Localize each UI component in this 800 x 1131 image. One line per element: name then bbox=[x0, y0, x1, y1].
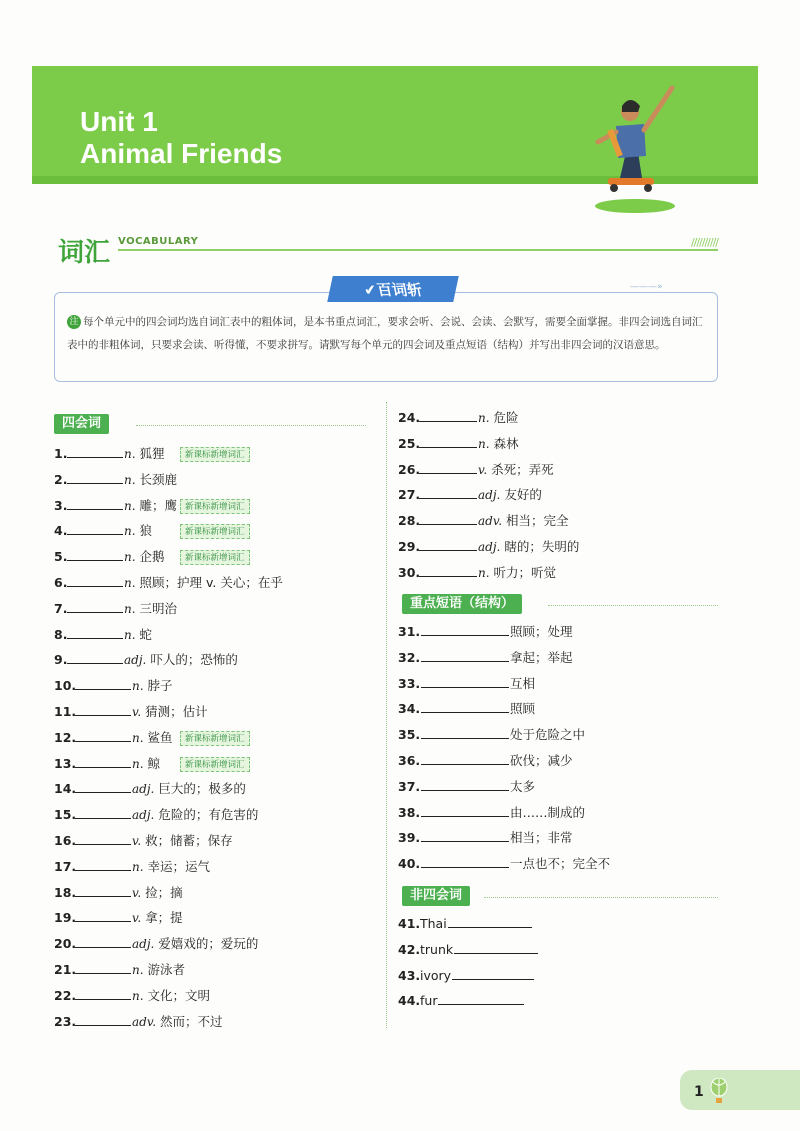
word-meaning: 杀死；弄死 bbox=[491, 461, 554, 477]
answer-blank[interactable] bbox=[452, 968, 534, 980]
answer-blank[interactable] bbox=[75, 756, 131, 768]
word-item bbox=[54, 446, 165, 462]
check-icon: ✔ bbox=[362, 280, 379, 299]
word-meaning: 长颈鹿 bbox=[139, 471, 178, 487]
answer-blank[interactable] bbox=[75, 678, 131, 690]
english-word: trunk bbox=[420, 941, 454, 957]
word-meaning: 猜测；估计 bbox=[145, 704, 208, 719]
answer-blank[interactable] bbox=[75, 704, 131, 716]
part-of-speech: n. bbox=[478, 411, 490, 425]
instruction-note bbox=[54, 292, 718, 382]
section-nonfour-label: 非四会词 bbox=[402, 886, 470, 906]
word-meaning: 三明治 bbox=[139, 600, 178, 616]
phrase-meaning: 一点也不；完全不 bbox=[510, 856, 611, 872]
note-text: 每个单元中的四会词均选自词汇表中的粗体词，是本书重点词汇，要求会听、会说、会读、会默写，需要全面掌握。非四会词选自词汇表中的非粗体词，只要求会读、听得懂，不要求拼写。请默写每个单元的四会词及重点短语（结构）并写出非四会词的汉语意思。 bbox=[67, 316, 703, 351]
phrase-meaning: 拿起；举起 bbox=[510, 649, 573, 665]
word-meaning: 危险 bbox=[493, 410, 519, 425]
word-meaning: 狼 bbox=[139, 523, 153, 539]
section-banner bbox=[327, 276, 459, 302]
item-number: 31. bbox=[398, 624, 421, 639]
word-meaning: 然而；不过 bbox=[160, 1013, 223, 1029]
answer-blank[interactable] bbox=[421, 856, 509, 868]
word-meaning: 吓人的；恐怖的 bbox=[150, 652, 238, 668]
answer-blank[interactable] bbox=[419, 539, 477, 551]
word-item bbox=[54, 627, 152, 643]
hatch-decoration: ////////// bbox=[690, 236, 718, 249]
part-of-speech: n. bbox=[124, 498, 136, 513]
item-number: 1. bbox=[54, 446, 68, 461]
item-number: 34. bbox=[398, 701, 421, 717]
word-item bbox=[54, 523, 152, 539]
nonfour-item bbox=[398, 942, 539, 958]
part-of-speech: n. bbox=[124, 472, 136, 487]
phrase-item bbox=[398, 650, 573, 666]
phrase-meaning: 互相 bbox=[510, 675, 536, 691]
part-of-speech: n. bbox=[124, 447, 136, 461]
item-number: 5. bbox=[54, 549, 68, 565]
english-word: ivory bbox=[420, 967, 452, 983]
section-dots bbox=[136, 425, 366, 426]
nonfour-item bbox=[398, 993, 525, 1009]
word-item bbox=[54, 833, 233, 849]
word-meaning: 鲸 bbox=[147, 755, 161, 771]
item-number: 14. bbox=[54, 781, 77, 797]
word-meaning: 瞎的；失明的 bbox=[504, 539, 580, 554]
word-meaning: 蛇 bbox=[139, 626, 153, 642]
word-meaning: 照顾；护理 v. 关心；在乎 bbox=[139, 575, 283, 590]
word-meaning: 游泳者 bbox=[147, 962, 186, 977]
item-number: 36. bbox=[398, 753, 421, 768]
item-number: 13. bbox=[54, 755, 77, 771]
answer-blank[interactable] bbox=[67, 549, 123, 561]
phrase-meaning: 处于危险之中 bbox=[510, 727, 586, 743]
item-number: 6. bbox=[54, 575, 68, 590]
section-four-words bbox=[54, 414, 366, 434]
word-meaning: 文化；文明 bbox=[147, 987, 211, 1003]
item-number: 21. bbox=[54, 962, 77, 977]
answer-blank[interactable] bbox=[67, 601, 123, 613]
item-number: 32. bbox=[398, 649, 421, 665]
answer-blank[interactable] bbox=[67, 446, 123, 458]
word-meaning: 巨大的；极多的 bbox=[158, 781, 246, 797]
answer-blank[interactable] bbox=[421, 805, 509, 817]
word-item bbox=[398, 436, 519, 452]
part-of-speech: adv. bbox=[132, 1014, 157, 1029]
word-item bbox=[54, 910, 183, 926]
phrase-item bbox=[398, 805, 585, 821]
item-number: 30. bbox=[398, 564, 421, 580]
word-meaning: 爱嬉戏的；爱玩的 bbox=[158, 936, 259, 952]
answer-blank[interactable] bbox=[421, 701, 509, 713]
word-meaning: 企鹅 bbox=[139, 549, 165, 565]
answer-blank[interactable] bbox=[75, 988, 131, 1000]
phrase-item bbox=[398, 727, 585, 743]
item-number: 41. bbox=[398, 916, 421, 931]
part-of-speech: n. bbox=[132, 988, 144, 1003]
item-number: 18. bbox=[54, 884, 77, 900]
phrase-meaning: 照顾；处理 bbox=[510, 624, 573, 639]
answer-blank[interactable] bbox=[67, 498, 123, 510]
word-item bbox=[54, 678, 173, 694]
part-of-speech: v. bbox=[132, 705, 142, 719]
answer-blank[interactable] bbox=[67, 472, 123, 484]
english-word: fur bbox=[420, 993, 438, 1009]
word-item bbox=[54, 575, 283, 591]
section-banner-label: 百词斩 bbox=[374, 280, 424, 299]
word-meaning: 森林 bbox=[493, 435, 519, 451]
answer-blank[interactable] bbox=[419, 436, 477, 448]
answer-blank[interactable] bbox=[75, 730, 131, 742]
item-number: 19. bbox=[54, 910, 77, 926]
vocabulary-title-en: VOCABULARY bbox=[118, 236, 199, 247]
part-of-speech: n. bbox=[124, 524, 136, 539]
item-number: 7. bbox=[54, 600, 68, 616]
answer-blank[interactable] bbox=[421, 676, 509, 688]
item-number: 42. bbox=[398, 941, 421, 957]
item-number: 29. bbox=[398, 539, 421, 554]
part-of-speech: v. bbox=[132, 834, 142, 848]
item-number: 11. bbox=[54, 704, 77, 719]
skateboarder-illustration bbox=[580, 66, 690, 214]
phrase-item bbox=[398, 779, 535, 795]
answer-blank[interactable] bbox=[448, 916, 532, 928]
word-meaning: 听力；听觉 bbox=[493, 564, 557, 580]
item-number: 35. bbox=[398, 727, 421, 743]
part-of-speech: n. bbox=[124, 576, 136, 590]
item-number: 23. bbox=[54, 1013, 77, 1029]
answer-blank[interactable] bbox=[419, 565, 477, 577]
word-item bbox=[54, 730, 173, 746]
section-nonfour bbox=[402, 886, 718, 906]
word-meaning: 危险的；有危害的 bbox=[158, 807, 259, 823]
item-number: 44. bbox=[398, 993, 421, 1009]
answer-blank[interactable] bbox=[454, 942, 538, 954]
new-word-badge: 新课标新增词汇 bbox=[180, 731, 250, 746]
word-meaning: 友好的 bbox=[504, 487, 542, 503]
answer-blank[interactable] bbox=[67, 652, 123, 664]
arrow-decoration: ———» bbox=[630, 282, 663, 292]
item-number: 22. bbox=[54, 987, 77, 1003]
answer-blank[interactable] bbox=[75, 833, 131, 845]
item-number: 10. bbox=[54, 678, 77, 694]
word-meaning: 脖子 bbox=[147, 678, 173, 694]
word-meaning: 救；储蓄；保存 bbox=[145, 833, 233, 848]
note-icon: 注 bbox=[67, 315, 81, 329]
word-item bbox=[54, 1014, 223, 1030]
word-item bbox=[54, 756, 160, 772]
answer-blank[interactable] bbox=[75, 781, 131, 793]
item-number: 39. bbox=[398, 830, 421, 846]
part-of-speech: n. bbox=[132, 963, 144, 977]
answer-blank[interactable] bbox=[438, 993, 524, 1005]
word-item bbox=[54, 962, 185, 978]
answer-blank[interactable] bbox=[419, 462, 477, 474]
unit-number: Unit 1 bbox=[80, 106, 158, 137]
section-phrases bbox=[402, 594, 718, 614]
part-of-speech: v. bbox=[132, 911, 142, 926]
item-number: 15. bbox=[54, 807, 77, 823]
word-item bbox=[54, 601, 177, 617]
answer-blank[interactable] bbox=[421, 727, 509, 739]
part-of-speech: n. bbox=[124, 627, 136, 642]
vocabulary-header bbox=[54, 226, 718, 266]
item-number: 27. bbox=[398, 487, 421, 503]
word-meaning: 狐狸 bbox=[139, 446, 165, 461]
vocabulary-title-cn: 词汇 bbox=[58, 238, 111, 268]
phrase-meaning: 由……制成的 bbox=[510, 804, 586, 820]
part-of-speech: n. bbox=[132, 756, 144, 771]
item-number: 24. bbox=[398, 410, 421, 425]
phrase-meaning: 照顾 bbox=[510, 701, 536, 717]
word-item bbox=[398, 462, 554, 478]
answer-blank[interactable] bbox=[421, 779, 509, 791]
item-number: 25. bbox=[398, 435, 421, 451]
word-item bbox=[54, 807, 258, 823]
new-word-badge: 新课标新增词汇 bbox=[180, 524, 250, 539]
word-item bbox=[54, 936, 258, 952]
page-number: 1 bbox=[694, 1084, 704, 1100]
phrase-item bbox=[398, 701, 535, 717]
part-of-speech: adj. bbox=[124, 653, 147, 668]
answer-blank[interactable] bbox=[75, 807, 131, 819]
item-number: 33. bbox=[398, 675, 421, 691]
word-item bbox=[398, 513, 569, 529]
part-of-speech: v. bbox=[478, 462, 488, 477]
answer-blank[interactable] bbox=[75, 910, 131, 922]
item-number: 2. bbox=[54, 471, 68, 487]
word-item bbox=[54, 652, 238, 668]
phrase-meaning: 砍伐；减少 bbox=[510, 753, 573, 768]
word-meaning: 鲨鱼 bbox=[147, 729, 173, 745]
answer-blank[interactable] bbox=[419, 487, 477, 499]
answer-blank[interactable] bbox=[419, 513, 477, 525]
answer-blank[interactable] bbox=[421, 624, 509, 636]
answer-blank[interactable] bbox=[421, 830, 509, 842]
item-number: 37. bbox=[398, 778, 421, 794]
column-divider bbox=[386, 402, 387, 1028]
part-of-speech: adj. bbox=[132, 808, 155, 823]
word-meaning: 相当；完全 bbox=[506, 513, 569, 529]
part-of-speech: v. bbox=[132, 885, 142, 900]
phrase-item bbox=[398, 624, 573, 640]
section-four-words-label: 四会词 bbox=[54, 414, 109, 434]
answer-blank[interactable] bbox=[75, 1014, 131, 1026]
word-item bbox=[398, 487, 542, 503]
word-item bbox=[54, 859, 210, 875]
word-item bbox=[54, 498, 177, 514]
word-meaning: 雕；鹰 bbox=[139, 497, 178, 513]
part-of-speech: n. bbox=[132, 730, 144, 745]
part-of-speech: n. bbox=[124, 601, 136, 616]
item-number: 43. bbox=[398, 967, 421, 983]
item-number: 16. bbox=[54, 833, 77, 848]
part-of-speech: adv. bbox=[478, 514, 503, 529]
item-number: 26. bbox=[398, 461, 421, 477]
unit-name: Animal Friends bbox=[80, 138, 283, 169]
word-item bbox=[398, 410, 519, 426]
answer-blank[interactable] bbox=[75, 936, 131, 948]
section-dots bbox=[548, 605, 718, 606]
answer-blank[interactable] bbox=[67, 627, 123, 639]
word-item bbox=[54, 704, 208, 720]
answer-blank[interactable] bbox=[75, 962, 131, 974]
word-meaning: 拿；提 bbox=[145, 910, 183, 926]
english-word: Thai bbox=[420, 916, 447, 931]
new-word-badge: 新课标新增词汇 bbox=[180, 447, 250, 462]
vocabulary-rule bbox=[118, 249, 718, 251]
answer-blank[interactable] bbox=[67, 523, 123, 535]
answer-blank[interactable] bbox=[75, 859, 131, 871]
word-item bbox=[54, 885, 183, 901]
section-dots bbox=[484, 897, 718, 898]
nonfour-item bbox=[398, 916, 533, 932]
balloon-icon bbox=[710, 1078, 728, 1104]
answer-blank[interactable] bbox=[421, 753, 509, 765]
answer-blank[interactable] bbox=[421, 650, 509, 662]
item-number: 38. bbox=[398, 804, 421, 820]
nonfour-item bbox=[398, 968, 535, 984]
part-of-speech: n. bbox=[124, 550, 136, 565]
item-number: 8. bbox=[54, 626, 68, 642]
new-word-badge: 新课标新增词汇 bbox=[180, 499, 250, 514]
part-of-speech: n. bbox=[132, 859, 144, 874]
phrase-item bbox=[398, 830, 573, 846]
word-meaning: 幸运；运气 bbox=[147, 858, 211, 874]
word-item bbox=[398, 565, 556, 581]
part-of-speech: adj. bbox=[132, 937, 155, 952]
item-number: 4. bbox=[54, 523, 68, 539]
item-number: 40. bbox=[398, 856, 421, 872]
word-item bbox=[54, 988, 210, 1004]
phrase-item bbox=[398, 676, 535, 692]
part-of-speech: adj. bbox=[478, 540, 501, 554]
word-meaning: 捡；摘 bbox=[145, 884, 183, 900]
item-number: 12. bbox=[54, 729, 77, 745]
part-of-speech: n. bbox=[478, 436, 490, 451]
phrase-item bbox=[398, 753, 573, 769]
part-of-speech: adj. bbox=[132, 782, 155, 797]
part-of-speech: adj. bbox=[478, 488, 501, 503]
word-item bbox=[54, 472, 177, 488]
section-phrases-label: 重点短语（结构） bbox=[402, 594, 522, 614]
item-number: 3. bbox=[54, 497, 68, 513]
phrase-meaning: 相当；非常 bbox=[510, 830, 573, 846]
answer-blank[interactable] bbox=[67, 575, 123, 587]
word-item bbox=[54, 781, 246, 797]
answer-blank[interactable] bbox=[419, 410, 477, 422]
item-number: 28. bbox=[398, 513, 421, 529]
item-number: 17. bbox=[54, 858, 77, 874]
part-of-speech: n. bbox=[132, 679, 144, 694]
unit-title bbox=[80, 106, 282, 170]
item-number: 20. bbox=[54, 936, 77, 952]
new-word-badge: 新课标新增词汇 bbox=[180, 550, 250, 565]
phrase-meaning: 太多 bbox=[510, 778, 536, 794]
new-word-badge: 新课标新增词汇 bbox=[180, 757, 250, 772]
word-item bbox=[54, 549, 165, 565]
part-of-speech: n. bbox=[478, 565, 490, 580]
item-number: 9. bbox=[54, 652, 68, 668]
word-item bbox=[398, 539, 579, 555]
phrase-item bbox=[398, 856, 610, 872]
answer-blank[interactable] bbox=[75, 885, 131, 897]
